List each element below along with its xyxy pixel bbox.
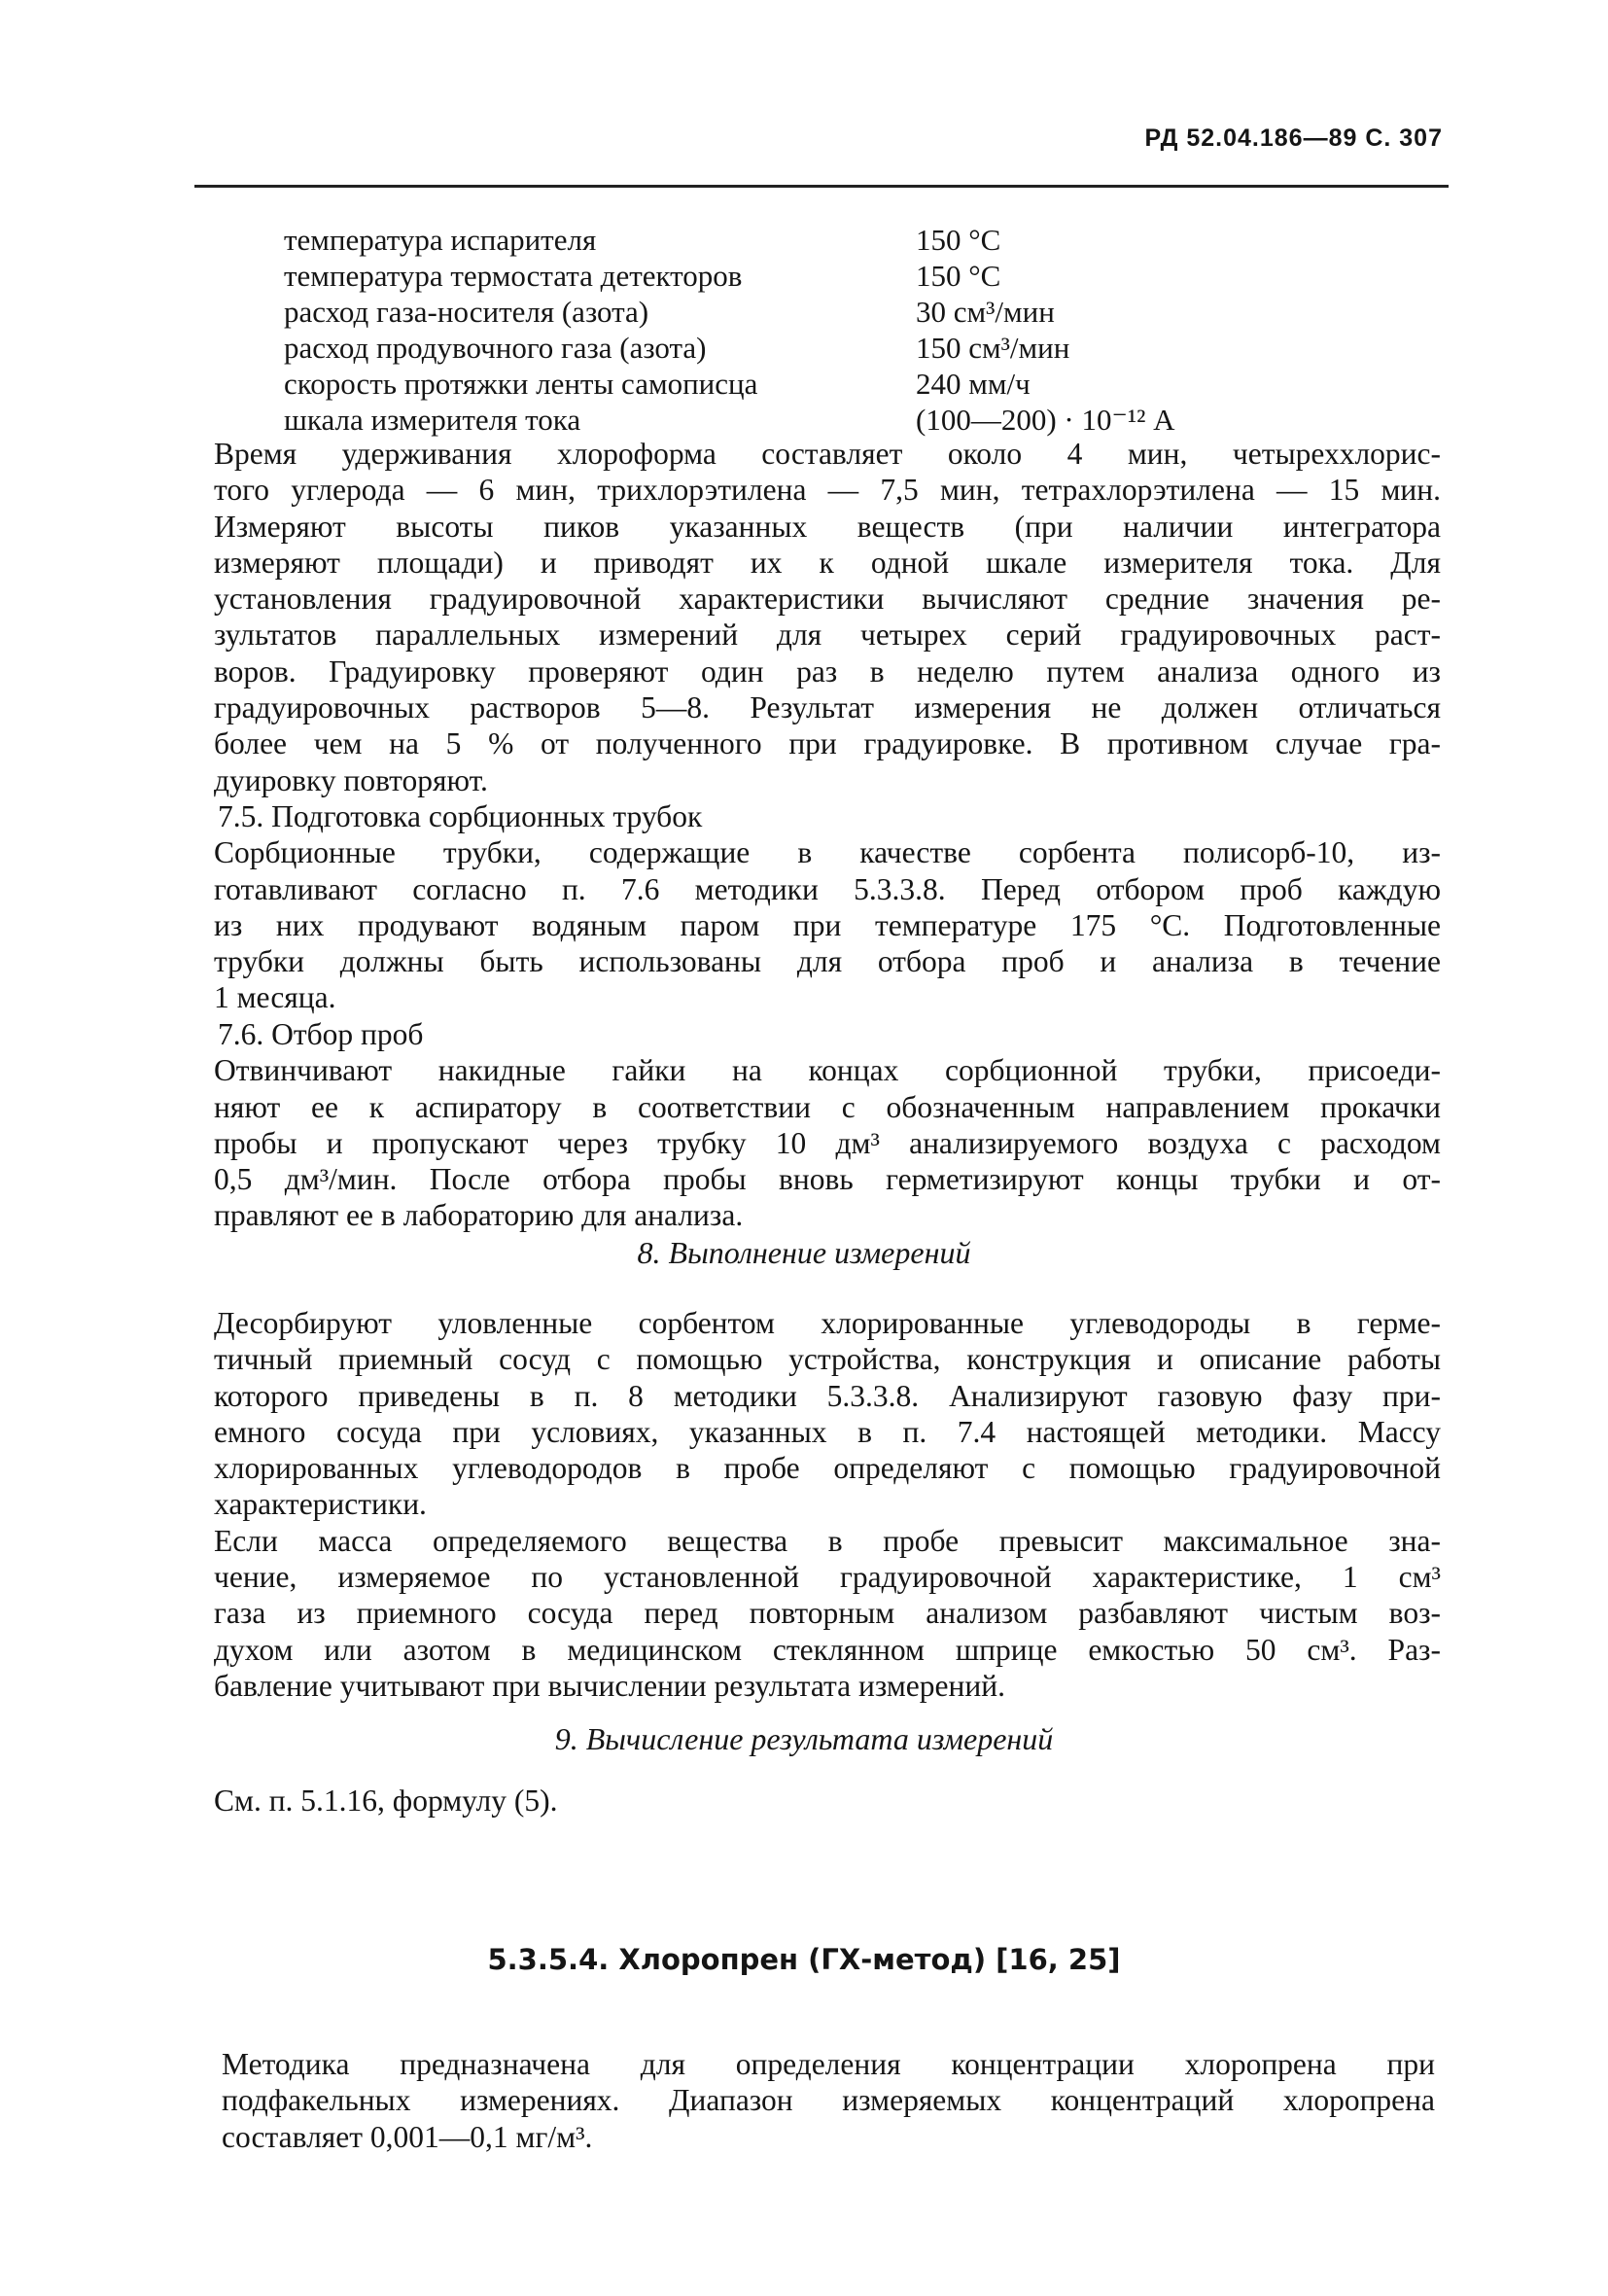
text-line: газа из приемного сосуда перед повторным анализом разбавляют чистым воз- — [214, 1596, 1441, 1631]
param-row — [284, 366, 1175, 402]
text-line: правляют ее в лабораторию для анализа. — [214, 1198, 744, 1233]
param-row — [284, 402, 1175, 438]
param-row — [284, 222, 1175, 258]
text-line: Методика предназначена для определения концентрации хлоропрена при — [222, 2047, 1435, 2081]
retention-and-calibration-paragraph — [214, 436, 1441, 798]
section-heading: 7.6. Отбор проб — [218, 1017, 424, 1051]
param-row — [284, 258, 1175, 294]
text-line: характеристики. — [214, 1487, 427, 1522]
page-header: РД 52.04.186—89 С. 307 — [1144, 124, 1443, 152]
text-line: того углерода — 6 мин, трихлорэтилена — 7,5 мин, тетрахлорэтилена — 15 мин. — [214, 473, 1441, 508]
text-line: более чем на 5 % от полученного при градуировке. В противном случае гра- — [214, 726, 1441, 761]
text-line: которого приведены в п. 8 методики 5.3.3.8. Анализируют газовую фазу при- — [214, 1378, 1441, 1413]
text-line: Десорбируют уловленные сорбентом хлорированные углеводороды в герме- — [214, 1306, 1441, 1340]
section-7-5 — [214, 798, 1441, 1016]
param-value: 240 мм/ч — [916, 367, 1031, 401]
section-5-3-5-4-body — [222, 2046, 1435, 2155]
text-line: Сорбционные трубки, содержащие в качестве сорбента полисорб-10, из- — [214, 835, 1441, 870]
param-row — [284, 294, 1175, 330]
text-line: 0,5 дм³/мин. После отбора пробы вновь герметизируют концы трубки и от- — [214, 1162, 1441, 1197]
text-line: воров. Градуировку проверяют один раз в неделю путем анализа одного из — [214, 653, 1441, 689]
parameters-table — [284, 222, 1175, 438]
param-name: скорость протяжки ленты самописца — [284, 367, 758, 401]
text-line: См. п. 5.1.16, формулу (5). — [214, 1784, 558, 1818]
text-line: Отвинчивают накидные гайки на концах сорбционной трубки, присоеди- — [214, 1053, 1441, 1088]
param-name: температура испарителя — [284, 223, 597, 257]
text-line: готавливают согласно п. 7.6 методики 5.3.3.8. Перед отбором проб каждую — [214, 871, 1441, 906]
param-value: 150 °С — [916, 223, 1001, 257]
text-line: духом или азотом в медицинском стеклянном шприце емкостью 50 см³. Раз- — [214, 1632, 1441, 1667]
text-line: трубки должны быть использованы для отбора проб и анализа в течение — [214, 944, 1441, 979]
param-name: температура термостата детекторов — [284, 259, 743, 293]
text-line: из них продувают водяным паром при температуре 175 °С. Подготовленные — [214, 907, 1441, 942]
text-line: зультатов параллельных измерений для четырех серий градуировочных раст- — [214, 618, 1441, 653]
text-line: пробы и пропускают через трубку 10 дм³ анализируемого воздуха с расходом — [214, 1125, 1441, 1160]
section-9-title: 9. Вычисление результата измерений — [554, 1721, 1054, 1756]
text-line: чение, измеряемое по установленной градуировочной характеристике, 1 см³ — [214, 1560, 1441, 1595]
param-name: шкала измерителя тока — [284, 403, 581, 437]
text-line: 1 месяца. — [214, 980, 336, 1015]
text-line: емного сосуда при условиях, указанных в п. 7.4 настоящей методики. Массу — [214, 1414, 1441, 1449]
text-line: тичный приемный сосуд с помощью устройства, конструкция и описание работы — [214, 1342, 1441, 1377]
text-line: измеряют площади) и приводят их к одной шкале измерителя тока. Для — [214, 545, 1441, 580]
section-7-6 — [214, 1016, 1441, 1234]
text-line: дуировку повторяют. — [214, 762, 488, 797]
section-5-3-5-4-title: 5.3.5.4. Хлоропрен (ГХ-метод) [16, 25] — [487, 1943, 1121, 1976]
text-line: няют ее к аспиратору в соответствии с обозначенным направлением прокачки — [214, 1089, 1441, 1124]
text-line: бавление учитывают при вычислении результата измерений. — [214, 1668, 1005, 1703]
param-row — [284, 330, 1175, 366]
section-8-title: 8. Выполнение измерений — [637, 1235, 971, 1270]
param-value: 150 см³/мин — [916, 331, 1070, 365]
param-value: 150 °С — [916, 259, 1001, 293]
param-value: (100—200) · 10⁻¹² А — [916, 403, 1175, 437]
text-line: подфакельных измерениях. Диапазон измеряемых концентраций хлоропрена — [222, 2083, 1435, 2118]
text-line: Время удерживания хлороформа составляет около 4 мин, четыреххлорис- — [214, 437, 1441, 471]
text-line: градуировочных растворов 5—8. Результат измерения не должен отличаться — [214, 690, 1441, 725]
section-heading: 7.5. Подготовка сорбционных трубок — [218, 799, 703, 833]
param-name: расход газа-носителя (азота) — [284, 295, 649, 329]
section-8-body — [214, 1305, 1441, 1704]
param-name: расход продувочного газа (азота) — [284, 331, 707, 365]
section-9-body — [214, 1783, 1441, 1819]
text-line: установления градуировочной характеристики вычисляют средние значения ре- — [214, 582, 1441, 617]
header-rule — [194, 185, 1449, 188]
text-line: Если масса определяемого вещества в пробе превысит максимальное зна- — [214, 1523, 1441, 1558]
text-line: составляет 0,001—0,1 мг/м³. — [222, 2119, 593, 2154]
param-value: 30 см³/мин — [916, 295, 1055, 329]
text-line: хлорированных углеводородов в пробе определяют с помощью градуировочной — [214, 1451, 1441, 1486]
text-line: Измеряют высоты пиков указанных веществ (при наличии интегратора — [214, 509, 1441, 544]
